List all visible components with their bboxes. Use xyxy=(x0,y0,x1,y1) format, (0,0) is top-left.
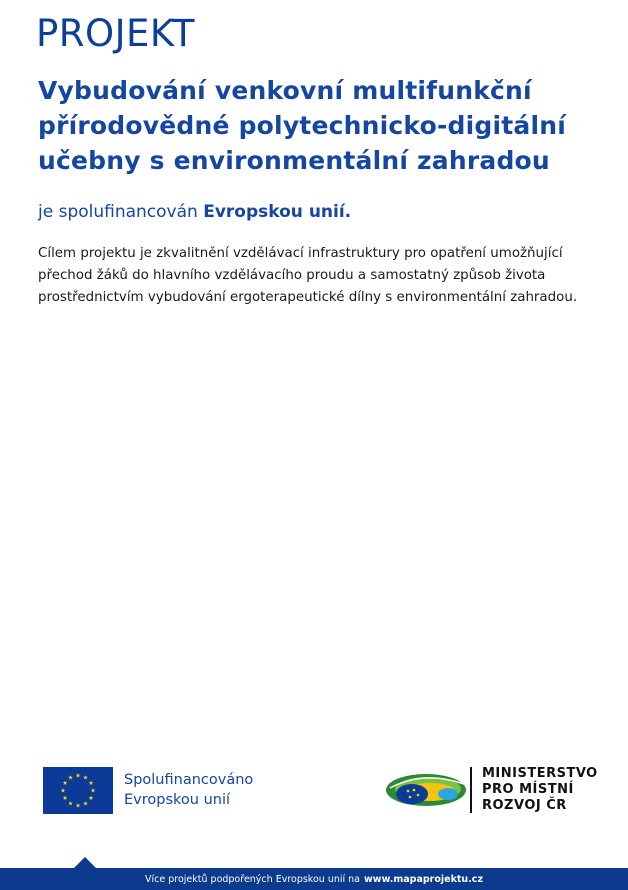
ministry-line1: MINISTERSTVO xyxy=(482,766,598,781)
ministry-line3: ROZVOJ ČR xyxy=(482,798,567,813)
project-description: Cílem projektu je zkvalitnění vzdělávací infrastruktury pro opatření umožňující přechod žáků do hlavního vzdělávacího proudu a samostatný způsob života prostřednictvím vybudování ergoterapeutické dílny s environmentální zahradou. xyxy=(38,246,578,305)
eu-cofinanced-text xyxy=(124,770,253,810)
ministry-name xyxy=(482,766,598,814)
footer-bar xyxy=(0,868,628,890)
ministry-line2: PRO MÍSTNÍ xyxy=(482,782,574,797)
cofinanced-prefix: je spolufinancován xyxy=(38,202,198,222)
mmr-emblem-icon xyxy=(384,764,472,816)
eu-text-line1: Spolufinancováno xyxy=(124,772,254,788)
footer-text: Více projektů podpořených Evropskou unií na xyxy=(145,873,361,885)
footer-notch xyxy=(74,857,96,868)
cofinanced-line xyxy=(38,202,351,222)
cofinanced-by: Evropskou unií. xyxy=(203,202,352,222)
eu-flag-icon xyxy=(43,767,113,814)
footer-link[interactable]: www.mapaprojektu.cz xyxy=(364,873,483,885)
page-heading: PROJEKT xyxy=(36,12,195,55)
logo-divider xyxy=(470,767,472,813)
project-title: Vybudování venkovní multifunkční přírodovědné polytechnicko-digitální učebny s environmentální zahradou xyxy=(38,76,567,175)
eu-text-line2: Evropskou unií xyxy=(124,792,231,808)
